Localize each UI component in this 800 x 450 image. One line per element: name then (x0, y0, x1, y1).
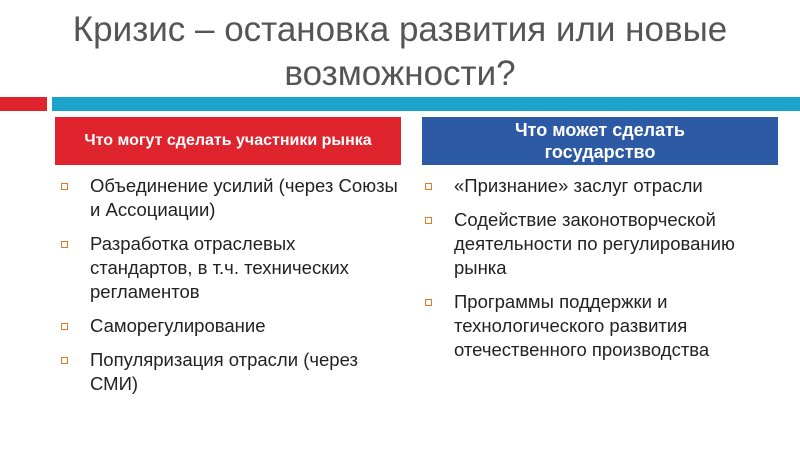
square-bullet-icon (425, 217, 432, 224)
list-item (422, 290, 782, 362)
square-bullet-icon (425, 299, 432, 306)
list-item-text: Объединение усилий (через Союзы и Ассоциации) (90, 175, 398, 220)
list-item (422, 208, 782, 280)
list-item (58, 174, 398, 222)
title-divider-red (0, 97, 47, 111)
list-item-text: Популяризация отрасли (через СМИ) (90, 349, 358, 394)
list-item-text: Содействие законотворческой деятельности по регулированию рынка (454, 209, 735, 278)
list-item (422, 174, 782, 198)
market-participants-header (55, 117, 401, 165)
government-header-label: Что может сделать государство (515, 120, 685, 162)
market-participants-header-label: Что могут сделать участники рынка (84, 132, 372, 149)
list-item-text: Разработка отраслевых стандартов, в т.ч. технических регламентов (90, 233, 349, 302)
square-bullet-icon (61, 241, 68, 248)
square-bullet-icon (61, 183, 68, 190)
government-header (422, 117, 778, 165)
list-item-text: Программы поддержки и технологического развития отечественного производства (454, 291, 710, 360)
square-bullet-icon (61, 357, 68, 364)
list-item (58, 314, 398, 338)
square-bullet-icon (425, 183, 432, 190)
square-bullet-icon (61, 323, 68, 330)
slide-title: Кризис – остановка развития или новые возможности? (72, 10, 728, 93)
title-divider-blue (52, 97, 800, 111)
list-item (58, 348, 398, 396)
government-list (422, 174, 782, 372)
list-item-text: Саморегулирование (90, 315, 266, 336)
market-participants-list (58, 174, 398, 406)
list-item (58, 232, 398, 304)
list-item-text: «Признание» заслуг отрасли (454, 175, 703, 196)
